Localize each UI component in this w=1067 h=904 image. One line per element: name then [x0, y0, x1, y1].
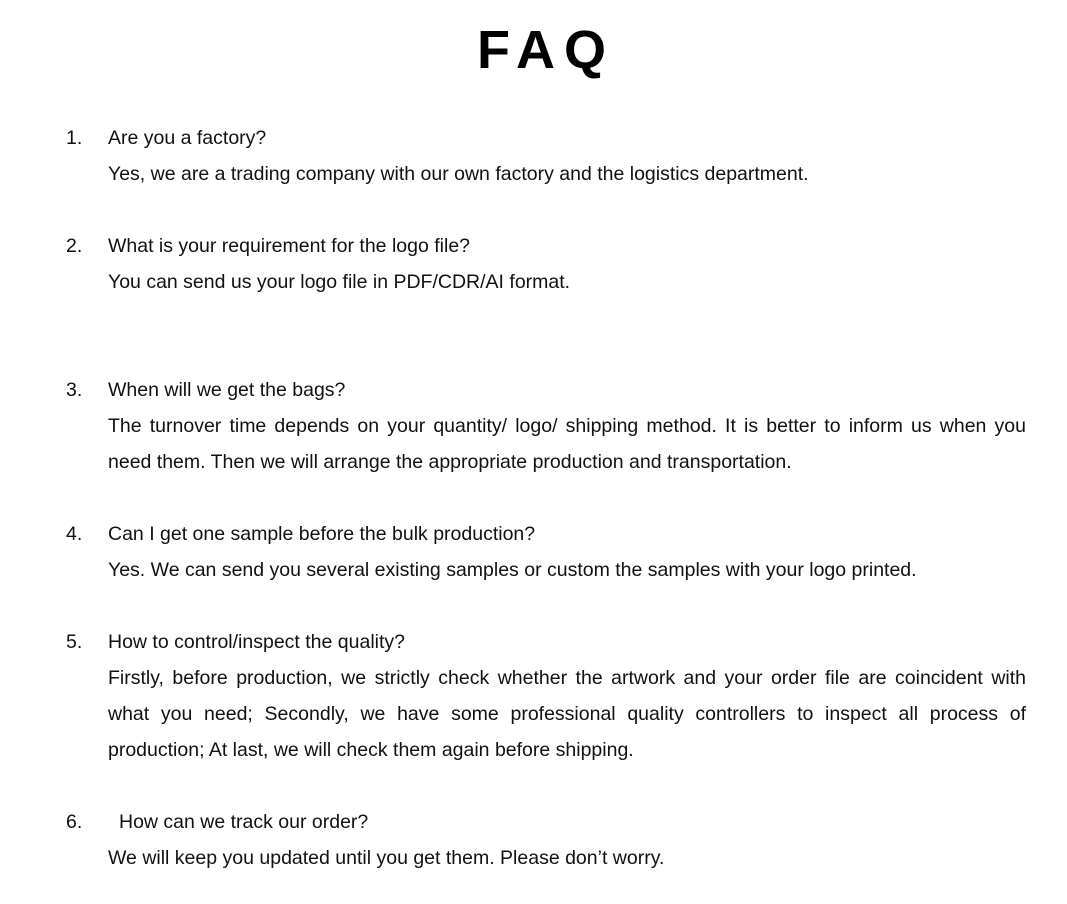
faq-number: 1.: [66, 127, 83, 149]
faq-question: How can we track our order?: [119, 811, 369, 833]
faq-question: Can I get one sample before the bulk production?: [108, 523, 536, 545]
faq-answer: The turnover time depends on your quantity/ logo/ shipping method. It is better to inform us when you need them. Then we will arrange the appropriate production and transportation.: [108, 415, 1026, 473]
faq-number: 5.: [66, 631, 83, 653]
faq-item: [66, 624, 1026, 768]
faq-answer: Yes, we are a trading company with our own factory and the logistics department.: [108, 163, 809, 185]
faq-list: [66, 120, 1026, 876]
faq-number: 2.: [66, 235, 83, 257]
faq-question: How to control/inspect the quality?: [108, 631, 405, 653]
faq-number: 3.: [66, 379, 83, 401]
faq-number: 6.: [66, 811, 83, 833]
faq-question: When will we get the bags?: [108, 379, 346, 401]
faq-answer: Yes. We can send you several existing samples or custom the samples with your logo printed.: [108, 559, 917, 581]
faq-item: [66, 228, 1026, 300]
faq-answer: We will keep you updated until you get them. Please don’t worry.: [108, 847, 665, 869]
faq-item: [66, 372, 1026, 480]
faq-question: Are you a factory?: [108, 127, 267, 149]
page-title: FAQ: [476, 20, 615, 80]
faq-answer: Firstly, before production, we strictly check whether the artwork and your order file are coincident with what you need; Secondly, we have some professional quality controllers to inspect all process of production; At last, we will check them again before shipping.: [108, 667, 1026, 761]
faq-item: [66, 516, 1026, 588]
faq-item: [66, 804, 1026, 876]
faq-question: What is your requirement for the logo file?: [108, 235, 471, 257]
faq-number: 4.: [66, 523, 83, 545]
faq-item: [66, 120, 1026, 192]
faq-answer: You can send us your logo file in PDF/CDR/AI format.: [108, 271, 571, 293]
